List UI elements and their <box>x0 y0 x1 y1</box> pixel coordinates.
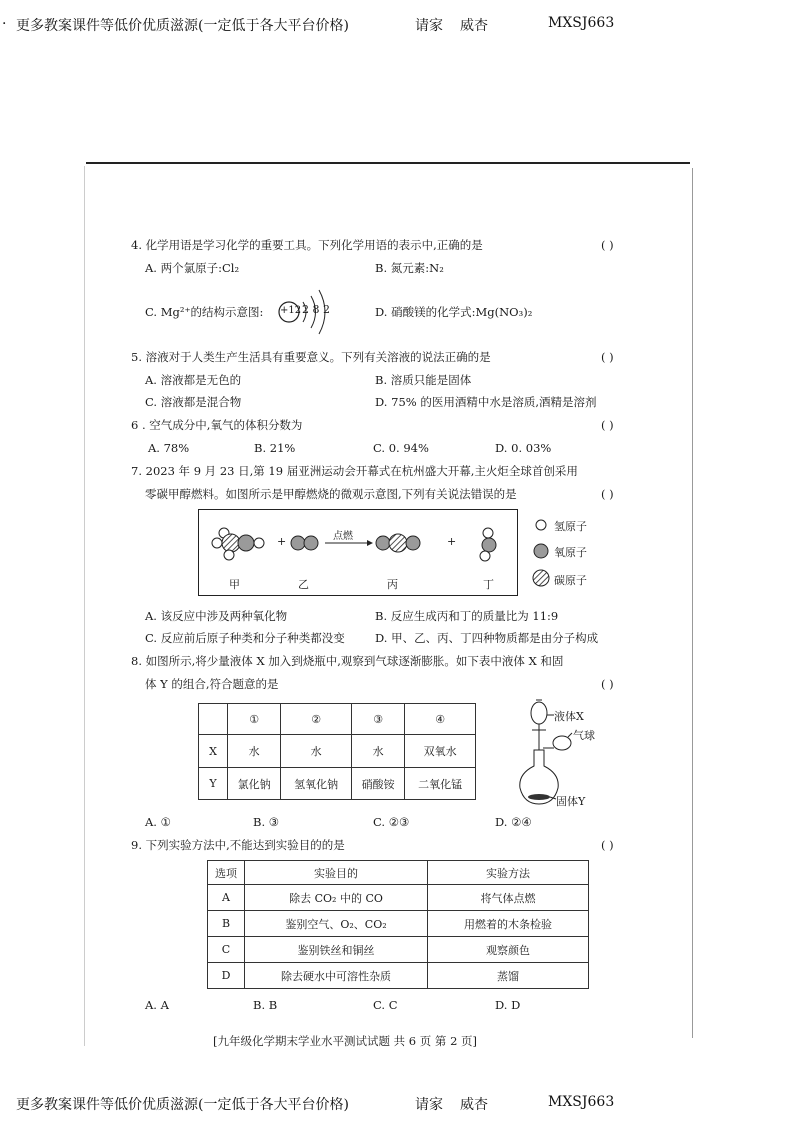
q9-cell: 蒸馏 <box>428 963 589 989</box>
q9-cell: B <box>208 911 245 937</box>
label-bing: 丙 <box>387 578 398 591</box>
q5-option-b: B. 溶质只能是固体 <box>375 373 472 387</box>
q7-option-d: D. 甲、乙、丙、丁四种物质都是由分子构成 <box>375 631 599 645</box>
q8-stem-line1: 8. 如图所示,将少量液体 X 加入到烧瓶中,观察到气球逐渐膨胀。如下表中液体 X 和固 <box>131 654 564 668</box>
page-top-rule <box>86 162 690 164</box>
balloon-label: 气球 <box>573 729 595 742</box>
q6-option-c: C. 0. 94% <box>373 441 429 455</box>
q8-answer-paren: ( ) <box>601 677 614 691</box>
atom-legend <box>530 515 610 590</box>
q9-cell: 除去硬水中可溶性杂质 <box>245 963 428 989</box>
flask-apparatus-diagram <box>510 696 610 808</box>
q8-stem-line2: 体 Y 的组合,符合题意的是 <box>145 677 279 691</box>
q8-row-y-label: Y <box>199 768 228 800</box>
q8-cell: 二氧化锰 <box>405 768 476 800</box>
q9-header-method: 实验方法 <box>428 861 589 885</box>
q4-option-d: D. 硝酸镁的化学式:Mg(NO₃)₂ <box>375 305 533 319</box>
q9-option-c: C. C <box>373 998 398 1012</box>
q9-cell: 用燃着的木条检验 <box>428 911 589 937</box>
diagram-reaction-condition: 点燃 <box>333 531 353 542</box>
page-right-edge <box>692 168 693 1038</box>
bottom-banner-text: 更多教案课件等低价优质滋源(一定低于各大平台价格) <box>16 1097 349 1113</box>
bottom-banner-name: 威杏 <box>460 1097 488 1113</box>
legend-hydrogen: 氢原子 <box>554 520 587 533</box>
q5-option-c: C. 溶液都是混合物 <box>145 395 242 409</box>
table-row <box>208 937 589 963</box>
q8-cell: 氢氧化钠 <box>281 768 352 800</box>
q5-stem: 5. 溶液对于人类生产生活具有重要意义。下列有关溶液的说法正确的是 <box>131 350 491 364</box>
q4-option-a: A. 两个氯原子:Cl₂ <box>145 261 240 275</box>
legend-carbon: 碳原子 <box>554 574 587 587</box>
q9-cell: 鉴别铁丝和铜丝 <box>245 937 428 963</box>
q8-cell: 双氧水 <box>405 735 476 768</box>
q8-option-a: A. ① <box>145 815 171 829</box>
left-margin-mark: · <box>2 16 7 32</box>
q8-header-2: ② <box>281 704 352 735</box>
bottom-banner-contact: 请家 <box>415 1097 443 1113</box>
solid-y-label: 固体Y <box>556 795 586 808</box>
q9-cell: 观察颜色 <box>428 937 589 963</box>
q4-stem: 4. 化学用语是学习化学的重要工具。下列化学用语的表示中,正确的是 <box>131 238 483 252</box>
page-left-edge <box>84 166 85 1046</box>
q8-option-d: D. ②④ <box>495 815 532 829</box>
q7-option-c: C. 反应前后原子种类和分子种类都没变 <box>145 631 345 645</box>
q7-stem-line2: 零碳甲醇燃料。如图所示是甲醇燃烧的微观示意图,下列有关说法错误的是 <box>145 487 517 501</box>
q6-option-b: B. 21% <box>254 441 296 455</box>
q8-header-4: ④ <box>405 704 476 735</box>
q5-answer-paren: ( ) <box>601 350 614 364</box>
q8-cell: 水 <box>281 735 352 768</box>
table-row <box>199 768 476 800</box>
label-ding: 丁 <box>483 578 494 591</box>
q6-answer-paren: ( ) <box>601 418 614 432</box>
legend-oxygen: 氧原子 <box>554 546 587 559</box>
top-banner-name: 威杏 <box>460 18 488 34</box>
q6-stem: 6 . 空气成分中,氧气的体积分数为 <box>131 418 303 432</box>
q9-header-purpose: 实验目的 <box>245 861 428 885</box>
diagram-plus-sign-2: + <box>447 535 457 548</box>
table-row <box>208 963 589 989</box>
q9-experiment-table <box>207 860 589 989</box>
diagram-plus-sign-1: + <box>277 535 287 548</box>
q9-cell: 将气体点燃 <box>428 885 589 911</box>
q9-option-b: B. B <box>253 998 278 1012</box>
bottom-banner-code: MXSJ663 <box>548 1094 615 1110</box>
q4-option-c: C. Mg²⁺的结构示意图: <box>145 305 264 319</box>
label-yi: 乙 <box>298 578 309 591</box>
q9-option-a: A. A <box>145 998 169 1012</box>
q9-cell: 除去 CO₂ 中的 CO <box>245 885 428 911</box>
q8-header-1: ① <box>228 704 281 735</box>
table-row <box>199 735 476 768</box>
mg-shell-electrons: 2 8 2 <box>302 303 330 316</box>
label-jia: 甲 <box>229 578 240 591</box>
q7-option-a: A. 该反应中涉及两种氧化物 <box>145 609 288 623</box>
top-banner-code: MXSJ663 <box>548 15 615 31</box>
q8-option-b: B. ③ <box>253 815 280 829</box>
q4-option-b: B. 氮元素:N₂ <box>375 261 444 275</box>
q6-option-a: A. 78% <box>148 441 190 455</box>
table-row <box>208 885 589 911</box>
q7-stem-line1: 7. 2023 年 9 月 23 日,第 19 届亚洲运动会开幕式在杭州盛大开幕,主火炬全球首创采用 <box>131 464 578 478</box>
q6-option-d: D. 0. 03% <box>495 441 552 455</box>
mg-ion-structure-diagram <box>276 286 336 338</box>
methanol-combustion-diagram <box>198 509 518 596</box>
q9-stem: 9. 下列实验方法中,不能达到实验目的的是 <box>131 838 345 852</box>
q8-cell: 水 <box>351 735 404 768</box>
q8-option-c: C. ②③ <box>373 815 410 829</box>
table-row <box>208 911 589 937</box>
top-banner-text: 更多教案课件等低价优质滋源(一定低于各大平台价格) <box>16 18 349 34</box>
q9-cell: A <box>208 885 245 911</box>
q8-row-x-label: X <box>199 735 228 768</box>
q9-option-d: D. D <box>495 998 521 1012</box>
liquid-x-label: 液体X <box>554 710 584 723</box>
q7-option-b: B. 反应生成丙和丁的质量比为 11:9 <box>375 609 559 623</box>
q5-option-d: D. 75% 的医用酒精中水是溶质,酒精是溶剂 <box>375 395 597 409</box>
q8-cell: 水 <box>228 735 281 768</box>
q8-header-3: ③ <box>351 704 404 735</box>
top-banner-contact: 请家 <box>415 18 443 34</box>
mg-nucleus-label: +12 <box>280 305 302 316</box>
q9-cell: C <box>208 937 245 963</box>
page-footer: [九年级化学期末学业水平测试试题 共 6 页 第 2 页] <box>213 1034 478 1048</box>
q9-answer-paren: ( ) <box>601 838 614 852</box>
q8-cell: 硝酸铵 <box>351 768 404 800</box>
q8-header-corner <box>199 704 228 735</box>
q5-option-a: A. 溶液都是无色的 <box>145 373 242 387</box>
q9-cell: 鉴别空气、O₂、CO₂ <box>245 911 428 937</box>
q7-answer-paren: ( ) <box>601 487 614 501</box>
q9-cell: D <box>208 963 245 989</box>
q8-cell: 氯化钠 <box>228 768 281 800</box>
q4-answer-paren: ( ) <box>601 238 614 252</box>
q9-header-option: 选项 <box>208 861 245 885</box>
q8-reagent-table <box>198 703 476 800</box>
